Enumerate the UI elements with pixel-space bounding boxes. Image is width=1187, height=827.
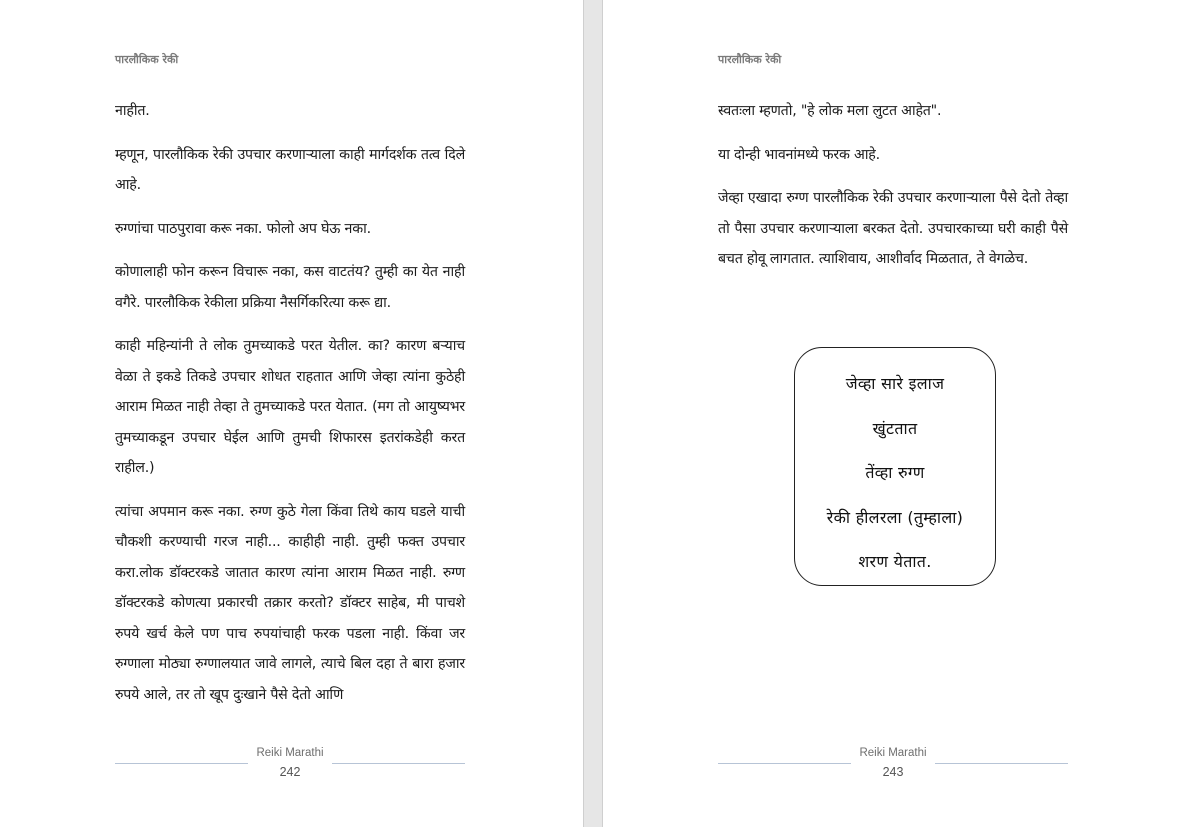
left-page-content: [115, 52, 465, 723]
callout-line: तेंव्हा रुग्ण: [865, 463, 925, 482]
page-footer: [718, 747, 1068, 787]
page-gutter: [583, 0, 603, 827]
footer-book-title: Reiki Marathi: [859, 747, 927, 759]
paragraph: स्वतःला म्हणतो, "हे लोक मला लुटत आहेत".: [718, 103, 942, 119]
page-footer: [115, 747, 465, 787]
left-page: [0, 0, 583, 827]
footer-rule: [718, 763, 851, 764]
page-number: 243: [882, 765, 904, 779]
right-page: [603, 0, 1187, 827]
callout-line: शरण येतात.: [858, 552, 932, 571]
paragraph: कोणालाही फोन करून विचारू नका, कस वाटतंय? तुम्ही का येत नाही वगैरे. पारलौकिक रेकीला प्रक्रिया नैसर्गिकरित्या करू द्या.: [115, 264, 465, 311]
running-head: पारलौकिक रेकी: [718, 53, 782, 66]
paragraph: म्हणून, पारलौकिक रेकी उपचार करणाऱ्याला काही मार्गदर्शक तत्व दिले आहे.: [115, 146, 465, 193]
paragraph: त्यांचा अपमान करू नका. रुग्ण कुठे गेला किंवा तिथे काय घडले याची चौकशी करण्याची गरज नाही... काहीही नाही. तुम्ही फक्त उपचार करा.लोक डॉक्टरकडे जातात कारण त्यांना आराम मिळत नाही. रुग्ण डॉक्टरकडे कोणत्या प्रकारची तक्रार करतो? डॉक्टर साहेब, मी पाचशे रुपये खर्च केले पण पाच रुपयांचाही फरक पडला नाही. किंवा जर रुग्णाला मोठ्या रुग्णालयात जावे लागले, त्याचे बिल दहा ते बारा हजार रुपये आले, तर तो खूप दुःखाने पैसे देतो आणि: [115, 503, 465, 703]
paragraph: जेव्हा एखादा रुग्ण पारलौकिक रेकी उपचार करणाऱ्याला पैसे देतो तेव्हा तो पैसा उपचार करणाऱ्याला बरकत देतो. उपचारकाच्या घरी काही पैसे बचत होवू लागतात. त्याशिवाय, आशीर्वाद मिळतात, ते वेगळेच.: [718, 190, 1068, 267]
paragraph: या दोन्ही भावनांमध्ये फरक आहे.: [718, 146, 880, 163]
callout-line: खुंटतात: [872, 418, 918, 438]
footer-rule: [935, 763, 1068, 764]
footer-rule: [115, 763, 248, 764]
footer-book-title: Reiki Marathi: [256, 747, 324, 759]
footer-rule: [332, 763, 465, 764]
paragraph: नाहीत.: [115, 103, 150, 119]
right-page-content: [718, 52, 1068, 288]
quote-callout-box: [794, 347, 996, 586]
callout-line: जेव्हा सारे इलाज: [845, 374, 945, 393]
paragraph: रुग्णांचा पाठपुरावा करू नका. फोलो अप घेऊ नका.: [115, 220, 371, 237]
callout-line: रेकी हीलरला (तुम्हाला): [826, 507, 964, 527]
paragraph: काही महिन्यांनी ते लोक तुमच्याकडे परत येतील. का? कारण बऱ्याच वेळा ते इकडे तिकडे उपचार शोधत राहतात आणि जेव्हा त्यांना कुठेही आराम मिळत नाही तेव्हा ते तुमच्याकडे परत येतात. (मग तो आयुष्यभर तुमच्याकडून उपचार घेईल आणि तुमची शिफारस इतरांकडेही करत राहील.): [115, 338, 465, 476]
running-head: पारलौकिक रेकी: [115, 53, 179, 66]
page-number: 242: [279, 765, 301, 779]
